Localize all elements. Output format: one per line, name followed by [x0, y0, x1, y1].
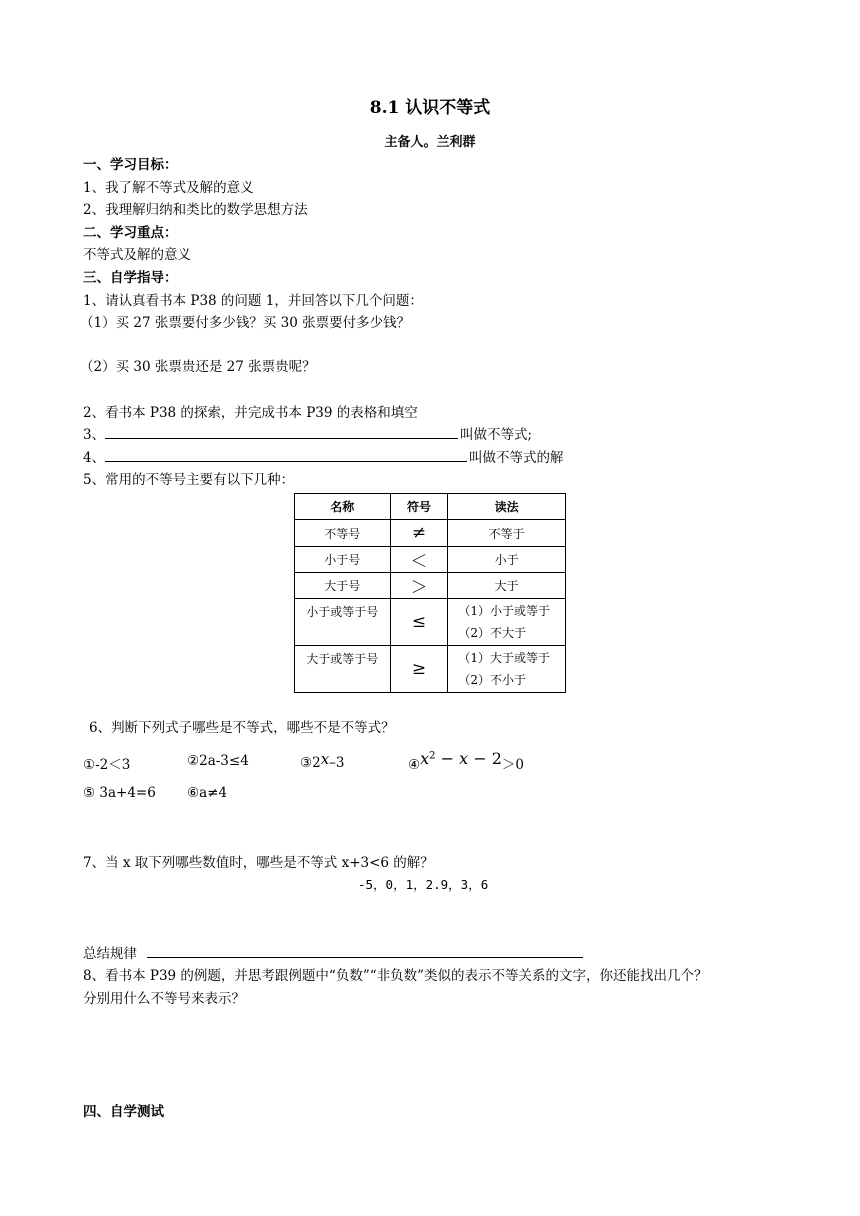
reading-line-1: （1）小于或等于: [458, 604, 551, 618]
table-cell-reading: 不等于: [448, 520, 566, 547]
reading-line-2: （2）不小于: [458, 673, 527, 687]
expression-6: ⑥a≠4: [187, 785, 228, 801]
table-row: [295, 573, 566, 599]
reading-line-1: （1）大于或等于: [458, 651, 551, 665]
expression-1: ①-2＜3: [83, 757, 131, 773]
question-1-part-1: （1）买 27 张票要付多少钱？买 30 张票要付多少钱？: [80, 315, 411, 331]
question-3-prefix: 3、: [83, 427, 106, 443]
table-header-reading: 读法: [448, 494, 566, 520]
expression-4-prefix: ④: [408, 757, 421, 773]
table-cell-name: 不等号: [295, 520, 391, 547]
table-header-row: [295, 494, 566, 520]
objective-item-1: 1、我了解不等式及解的意义: [83, 180, 254, 196]
question-3-suffix: 叫做不等式;: [460, 427, 533, 443]
expression-3-suffix: –3: [329, 755, 345, 771]
question-4-suffix: 叫做不等式的解: [469, 450, 564, 466]
expression-4-minus: −: [435, 749, 460, 768]
table-cell-name: 小于号: [295, 547, 391, 573]
table-row: [295, 547, 566, 573]
author-line: 主备人。兰利群: [384, 135, 476, 150]
focus-text: 不等式及解的意义: [83, 247, 191, 263]
table-cell-symbol: ≤: [390, 599, 448, 646]
table-cell-reading: [448, 646, 566, 693]
expression-3-variable: x: [320, 750, 330, 768]
table-row: [295, 520, 566, 547]
table-cell-symbol: ＜: [390, 547, 448, 573]
summary-label: 总结规律: [83, 946, 137, 962]
section-heading-self-test: 四、自学测试: [83, 1104, 164, 1120]
expression-4-exponent: 2: [429, 750, 436, 762]
question-8-line-2: 分别用什么不等号来表示？: [83, 991, 245, 1007]
question-1-part-2: （2）买 30 张票贵还是 27 张票贵呢？: [80, 359, 316, 375]
question-1: 1、请认真看书本 P38 的问题 1，并回答以下几个问题：: [83, 293, 423, 309]
expression-4-tail: − 2: [468, 749, 502, 768]
table-cell-name: 小于或等于号: [295, 599, 391, 646]
question-4-prefix: 4、: [83, 450, 106, 466]
section-heading-guide: 三、自学指导：: [83, 270, 178, 286]
table-cell-symbol: ＞: [390, 573, 448, 599]
section-heading-focus: 二、学习重点：: [83, 225, 178, 241]
table-row: [295, 646, 566, 693]
expression-4-variable-2: x: [459, 749, 469, 768]
question-2: 2、看书本 P38 的探索，并完成书本 P39 的表格和填空: [83, 405, 418, 421]
table-cell-symbol: ≠: [390, 520, 448, 547]
table-cell-reading: [448, 599, 566, 646]
question-5: 5、常用的不等号主要有以下几种：: [83, 472, 295, 488]
table-cell-reading: 大于: [448, 573, 566, 599]
expression-4-suffix: ＞0: [501, 757, 524, 773]
expression-4-variable-1: x: [420, 749, 430, 768]
section-heading-objectives: 一、学习目标：: [83, 157, 178, 173]
objective-item-2: 2、我理解归纳和类比的数学思想方法: [83, 202, 308, 218]
expression-3: [300, 750, 345, 771]
table-row: [295, 599, 566, 646]
table-cell-name: 大于或等于号: [295, 646, 391, 693]
question-3-blank[interactable]: [105, 438, 458, 439]
reading-line-2: （2）不大于: [458, 626, 527, 640]
table-cell-name: 大于号: [295, 573, 391, 599]
table-cell-reading: 小于: [448, 547, 566, 573]
table-header-name: 名称: [295, 494, 391, 520]
table-cell-symbol: ≥: [390, 646, 448, 693]
table-header-symbol: 符号: [390, 494, 448, 520]
expression-5: ⑤ 3a+4=6: [83, 785, 156, 801]
question-7-values: -5，0，1，2.9，3，6: [358, 877, 489, 892]
expression-3-prefix: ③2: [300, 755, 321, 771]
inequality-symbols-table: [294, 493, 566, 693]
question-8-line-1: 8、看书本 P39 的例题，并思考跟例题中“负数”“非负数”类似的表示不等关系的文字，你还能找出几个？: [83, 968, 708, 984]
page-title: 8.1 认识不等式: [369, 98, 491, 118]
question-4-blank[interactable]: [105, 461, 467, 462]
expression-4: [408, 748, 524, 773]
question-7: 7、当 x 取下列哪些数值时，哪些是不等式 x+3<6 的解？: [83, 855, 434, 871]
summary-blank[interactable]: [147, 957, 583, 958]
question-6: 6、判断下列式子哪些是不等式，哪些不是不等式？: [89, 720, 395, 736]
expression-2: ②2a-3≤4: [187, 753, 249, 769]
